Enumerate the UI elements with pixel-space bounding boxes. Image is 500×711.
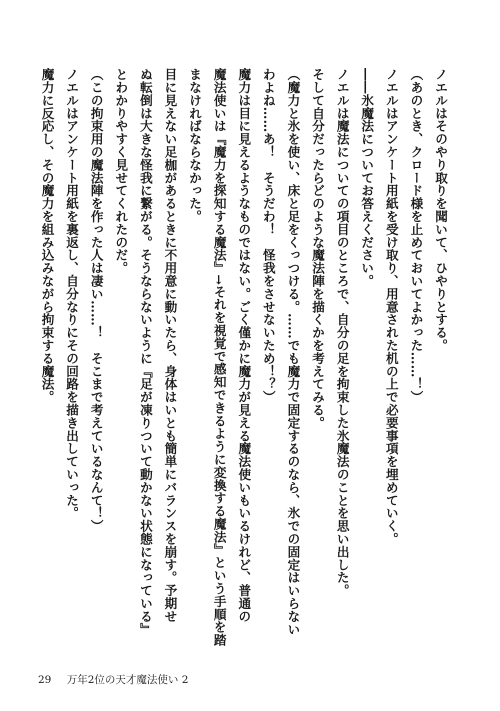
text-line: 魔力は目に見えるようなものではない。ごく僅かに魔力が見える魔法使いもいるけれど、普通の (236, 68, 252, 623)
text-line: ノエルはそのやり取りを聞いて、ひやりとする。 (433, 68, 448, 352)
text-line: ぬ転倒は大きな怪我に繋がる。そうならないように『足が凍りついて動かない状態になっている』 (137, 68, 153, 636)
text-line: ノエルはアンケート用紙を裏返し、自分なりにその回路を描き出していった。 (64, 68, 80, 520)
text-line: そして自分だったらどのような魔法陣を描くかを考えてみる。 (310, 68, 326, 430)
text-line: とわかりやすく見せてくれたのだ。 (113, 68, 129, 275)
page-footer (38, 672, 188, 687)
text-line: まなければならなかった。 (187, 68, 203, 223)
page-number: 29 (38, 674, 52, 686)
text-line: 魔力に反応し、その魔力を組み込みながら拘束する魔法。 (39, 68, 55, 404)
book-title: 万年2位の天才魔法使い 2 (66, 674, 189, 686)
text-line: 目に見えない足枷があるときに不用意に動いたら、身体はいとも簡単にバランスを崩す。予期せ (162, 68, 178, 623)
text-line: ――氷魔法についてお答えください。 (359, 68, 375, 288)
text-line: ノエルはアンケート用紙を受け取り、用意された机の上で必要事項を埋めていく。 (383, 68, 399, 546)
text-line: ノエルは魔法についての項目のところで、自分の足を拘束した氷魔法のことを思い出した。 (334, 68, 350, 597)
vertical-text-body (39, 68, 452, 658)
text-line: 魔法使いは『魔力を探知する魔法』→それを視覚で感知できるように変換する魔法』という手順を踏 (211, 68, 227, 647)
text-line: （この拘束用の魔法陣を作った人は凄い……！ そこまで考えているなんて！） (88, 68, 104, 533)
text-line: わよね……あ！ そうだわ！ 怪我をさせないため！？） (260, 68, 276, 404)
text-line: （魔力と氷を使い、床と足をくっつける。……でも魔力で固定するのなら、氷での固定はいらない (285, 68, 301, 636)
text-line: （あのとき、クロード様を止めておいてよかった……！） (408, 68, 424, 404)
